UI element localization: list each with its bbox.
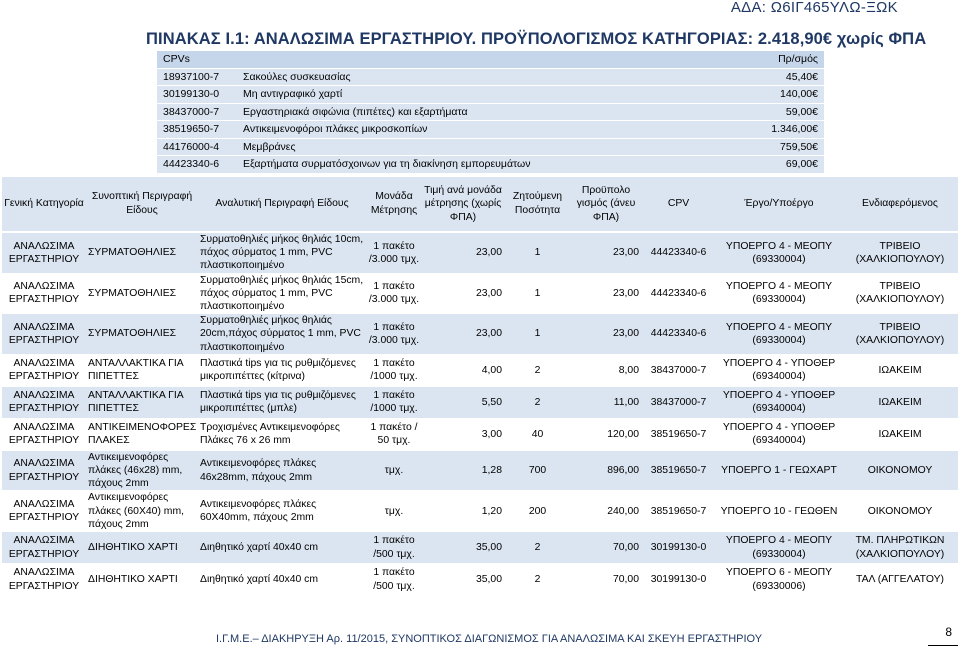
item-budget: 896,00 (571, 450, 641, 491)
summary-row (157, 68, 824, 86)
table-row (2, 418, 958, 450)
summary-amount: 69,00€ (728, 156, 824, 174)
summary-amount: 45,40€ (728, 68, 824, 86)
item-cpv: 38519650-7 (641, 450, 716, 491)
footer-text: Ι.Γ.Μ.Ε.– ΔΙΑΚΗΡΥΞΗ Αρ. 11/2015, ΣΥΝΟΠΤΙΚΟΣ ΔΙΑΓΩΝΙΣΜΟΣ ΓΙΑ ΑΝΑΛΩΣΙΜΑ ΚΑΙ ΣΚΕΥΗ ΕΡΓΑΣΤΗΡΙΟΥ (216, 633, 763, 645)
item-project: ΥΠΟΕΡΓΟ 4 - ΥΠΟΘΕΡ (69340004) (716, 386, 842, 418)
item-cpv: 44423340-6 (641, 232, 716, 273)
summary-amount: 59,00€ (728, 103, 824, 121)
summary-row (157, 156, 824, 174)
item-category: ΑΝΑΛΩΣΙΜΑ ΕΡΓΑΣΤΗΡΙΟΥ (2, 450, 86, 491)
item-project: ΥΠΟΕΡΓΟ 4 - ΜΕΟΠΥ (69330004) (716, 532, 842, 564)
item-description: Πλαστικά tips για τις ρυθμιζόμενες μικροπιπέττες (κίτρινα) (198, 354, 366, 386)
item-interested: ΙΩΑΚΕΙΜ (842, 418, 958, 450)
summary-description: Εργαστηριακά σιφώνια (πιπέτες) και εξαρτήματα (237, 103, 728, 121)
item-description: Αντικειμενοφόρες πλάκες 60X40mm, πάχους 2mm (198, 491, 366, 532)
item-quantity: 1 (504, 232, 571, 273)
item-unit: τμχ. (366, 491, 422, 532)
item-unit-price: 1,28 (422, 450, 504, 491)
item-quantity: 40 (504, 418, 571, 450)
summary-row (157, 138, 824, 156)
item-short-description: ΔΙΗΘΗΤΙΚΟ ΧΑΡΤΙ (86, 564, 198, 596)
summary-amount: 140,00€ (728, 86, 824, 104)
item-project: ΥΠΟΕΡΓΟ 4 - ΜΕΟΠΥ (69330004) (716, 314, 842, 355)
col-header-unit-price: Τιμή ανά μονάδα μέτρησης (χωρίς ΦΠΑ) (422, 177, 504, 232)
summary-description: Μη αντιγραφικό χαρτί (237, 86, 728, 104)
item-unit-price: 23,00 (422, 273, 504, 314)
col-header-cpv: CPV (641, 177, 716, 232)
item-project: ΥΠΟΕΡΓΟ 10 - ΓΕΩΘΕΝ (716, 491, 842, 532)
item-cpv: 38437000-7 (641, 354, 716, 386)
item-unit-price: 23,00 (422, 314, 504, 355)
ada-code: ΑΔΑ: Ω6ΙΓ465ΥΛΩ-ΞΩΚ (730, 0, 898, 16)
item-project: ΥΠΟΕΡΓΟ 4 - ΜΕΟΠΥ (69330004) (716, 232, 842, 273)
item-quantity: 2 (504, 354, 571, 386)
item-unit: 1 πακέτο /3.000 τμχ. (366, 232, 422, 273)
item-cpv: 30199130-0 (641, 564, 716, 596)
summary-row (157, 121, 824, 139)
item-budget: 240,00 (571, 491, 641, 532)
table-row (2, 450, 958, 491)
item-unit-price: 5,50 (422, 386, 504, 418)
item-quantity: 200 (504, 491, 571, 532)
item-unit-price: 3,00 (422, 418, 504, 450)
item-description: Αντικειμενοφόρες πλάκες 46x28mm, πάχους 2mm (198, 450, 366, 491)
summary-header-row (157, 51, 824, 68)
summary-description: Μεμβράνες (237, 138, 728, 156)
item-interested: ΟΙΚΟΝΟΜΟΥ (842, 491, 958, 532)
summary-description: Σακούλες συσκευασίας (237, 68, 728, 86)
item-unit-price: 23,00 (422, 232, 504, 273)
item-budget: 8,00 (571, 354, 641, 386)
item-description: Συρματοθηλιές μήκος θηλιάς 15cm, πάχος σύρματος 1 mm, PVC πλαστικοποιημένο (198, 273, 366, 314)
table-row (2, 314, 958, 355)
page-number: 8 (945, 625, 952, 639)
item-description: Πλαστικά tips για τις ρυθμιζόμενες μικροπιπέττες (μπλε) (198, 386, 366, 418)
table-row (2, 491, 958, 532)
item-budget: 23,00 (571, 232, 641, 273)
item-interested: ΙΩΑΚΕΙΜ (842, 354, 958, 386)
item-unit: τμχ. (366, 450, 422, 491)
col-header-category: Γενική Κατηγορία (2, 177, 86, 232)
item-short-description: ΣΥΡΜΑΤΟΘΗΛΙΕΣ (86, 273, 198, 314)
item-short-description: ΔΙΗΘΗΤΙΚΟ ΧΑΡΤΙ (86, 532, 198, 564)
item-quantity: 2 (504, 386, 571, 418)
item-project: ΥΠΟΕΡΓΟ 1 - ΓΕΩΧΑΡΤ (716, 450, 842, 491)
item-short-description: Αντικειμενοφόρες πλάκες (60X40) mm, πάχους 2mm (86, 491, 198, 532)
table-row (2, 564, 958, 596)
col-header-project: Έργο/Υποέργο (716, 177, 842, 232)
summary-row (157, 103, 824, 121)
item-quantity: 2 (504, 532, 571, 564)
item-budget: 120,00 (571, 418, 641, 450)
summary-header-cpv: CPVs (157, 51, 237, 68)
item-description: Συρματοθηλιές μήκος θηλιάς 20cm,πάχος σύρματος 1 mm, PVC πλαστικοποιημένο (198, 314, 366, 355)
summary-amount: 759,50€ (728, 138, 824, 156)
item-category: ΑΝΑΛΩΣΙΜΑ ΕΡΓΑΣΤΗΡΙΟΥ (2, 491, 86, 532)
item-short-description: ΑΝΤΑΛΛΑΚΤΙΚΑ ΓΙΑ ΠΙΠΕΤΤΕΣ (86, 354, 198, 386)
item-unit: 1 πακέτο /1000 τμχ. (366, 386, 422, 418)
item-unit: 1 πακέτο /1000 τμχ. (366, 354, 422, 386)
item-description: Συρματοθηλιές μήκος θηλιάς 10cm, πάχος σύρματος 1 mm, PVC πλαστικοποιημένο (198, 232, 366, 273)
item-category: ΑΝΑΛΩΣΙΜΑ ΕΡΓΑΣΤΗΡΙΟΥ (2, 386, 86, 418)
item-category: ΑΝΑΛΩΣΙΜΑ ΕΡΓΑΣΤΗΡΙΟΥ (2, 418, 86, 450)
item-interested: ΤΑΛ (ΑΓΓΕΛΑΤΟΥ) (842, 564, 958, 596)
summary-header-amount: Πρ/σμός (728, 51, 824, 68)
item-unit: 1 πακέτο /500 τμχ. (366, 564, 422, 596)
item-interested: ΤΜ. ΠΛΗΡΩΤΙΚΩΝ (ΧΑΛΚΙΟΠΟΥΛΟΥ) (842, 532, 958, 564)
table-header-row (2, 177, 958, 232)
item-unit-price: 35,00 (422, 564, 504, 596)
item-category: ΑΝΑΛΩΣΙΜΑ ΕΡΓΑΣΤΗΡΙΟΥ (2, 354, 86, 386)
item-description: Διηθητικό χαρτί 40x40 cm (198, 532, 366, 564)
cpv-summary-table (157, 51, 824, 174)
item-cpv: 38519650-7 (641, 491, 716, 532)
item-quantity: 1 (504, 273, 571, 314)
item-description: Τροχισμένες Αντικειμενοφόρες Πλάκες 76 x 26 mm (198, 418, 366, 450)
summary-code: 18937100-7 (157, 68, 237, 86)
table-row (2, 386, 958, 418)
page-number-rule (928, 645, 958, 646)
item-project: ΥΠΟΕΡΓΟ 6 - ΜΕΟΠΥ (69330006) (716, 564, 842, 596)
table-row (2, 273, 958, 314)
item-unit: 1 πακέτο / 50 τμχ. (366, 418, 422, 450)
item-unit-price: 35,00 (422, 532, 504, 564)
item-category: ΑΝΑΛΩΣΙΜΑ ΕΡΓΑΣΤΗΡΙΟΥ (2, 232, 86, 273)
item-short-description: ΣΥΡΜΑΤΟΘΗΛΙΕΣ (86, 232, 198, 273)
item-budget: 23,00 (571, 273, 641, 314)
item-cpv: 38437000-7 (641, 386, 716, 418)
table-row (2, 232, 958, 273)
summary-code: 38437000-7 (157, 103, 237, 121)
item-category: ΑΝΑΛΩΣΙΜΑ ΕΡΓΑΣΤΗΡΙΟΥ (2, 273, 86, 314)
summary-description: Αντικειμενοφόροι πλάκες μικροσκοπίων (237, 121, 728, 139)
item-unit: 1 πακέτο /3.000 τμχ. (366, 273, 422, 314)
item-cpv: 44423340-6 (641, 314, 716, 355)
item-interested: ΤΡΙΒΕΙΟ (ΧΑΛΚΙΟΠΟΥΛΟΥ) (842, 314, 958, 355)
item-project: ΥΠΟΕΡΓΟ 4 - ΥΠΟΘΕΡ (69340004) (716, 418, 842, 450)
items-table (2, 177, 958, 596)
item-budget: 70,00 (571, 532, 641, 564)
item-category: ΑΝΑΛΩΣΙΜΑ ΕΡΓΑΣΤΗΡΙΟΥ (2, 314, 86, 355)
item-budget: 70,00 (571, 564, 641, 596)
summary-code: 30199130-0 (157, 86, 237, 104)
item-unit-price: 1,20 (422, 491, 504, 532)
table-row (2, 532, 958, 564)
page-title: ΠΙΝΑΚΑΣ Ι.1: ΑΝΑΛΩΣΙΜΑ ΕΡΓΑΣΤΗΡΙΟΥ. ΠΡΟΫΠΟΛΟΓΙΣΜΟΣ ΚΑΤΗΓΟΡΙΑΣ: 2.418,90€ χωρίς ΦΠΑ (146, 30, 927, 48)
item-quantity: 700 (504, 450, 571, 491)
table-row (2, 354, 958, 386)
item-cpv: 30199130-0 (641, 532, 716, 564)
summary-code: 44176000-4 (157, 138, 237, 156)
col-header-unit: Μονάδα Μέτρησης (366, 177, 422, 232)
col-header-quantity: Ζητούμενη Ποσότητα (504, 177, 571, 232)
item-interested: ΤΡΙΒΕΙΟ (ΧΑΛΚΙΟΠΟΥΛΟΥ) (842, 273, 958, 314)
item-description: Διηθητικό χαρτί 40x40 cm (198, 564, 366, 596)
item-unit-price: 4,00 (422, 354, 504, 386)
item-interested: ΤΡΙΒΕΙΟ (ΧΑΛΚΙΟΠΟΥΛΟΥ) (842, 232, 958, 273)
item-budget: 11,00 (571, 386, 641, 418)
item-short-description: ΑΝΤΙΚΕΙΜΕΝΟΦΟΡΕΣ ΠΛΑΚΕΣ (86, 418, 198, 450)
item-quantity: 2 (504, 564, 571, 596)
col-header-description: Αναλυτική Περιγραφή Είδους (198, 177, 366, 232)
col-header-budget: Προϋπολο γισμός (άνευ ΦΠΑ) (571, 177, 641, 232)
item-unit: 1 πακέτο /3.000 τμχ. (366, 314, 422, 355)
item-short-description: ΣΥΡΜΑΤΟΘΗΛΙΕΣ (86, 314, 198, 355)
item-short-description: Αντικειμενοφόρες πλάκες (46x28) mm, πάχους 2mm (86, 450, 198, 491)
item-unit: 1 πακέτο /500 τμχ. (366, 532, 422, 564)
item-interested: ΙΩΑΚΕΙΜ (842, 386, 958, 418)
summary-code: 38519650-7 (157, 121, 237, 139)
item-quantity: 1 (504, 314, 571, 355)
summary-description: Εξαρτήματα συρματόσχοινων για τη διακίνηση εμπορευμάτων (237, 156, 728, 174)
col-header-short-description: Συνοπτική Περιγραφή Είδους (86, 177, 198, 232)
item-project: ΥΠΟΕΡΓΟ 4 - ΥΠΟΘΕΡ (69340004) (716, 354, 842, 386)
item-budget: 23,00 (571, 314, 641, 355)
item-cpv: 44423340-6 (641, 273, 716, 314)
item-interested: ΟΙΚΟΝΟΜΟΥ (842, 450, 958, 491)
item-category: ΑΝΑΛΩΣΙΜΑ ΕΡΓΑΣΤΗΡΙΟΥ (2, 564, 86, 596)
item-project: ΥΠΟΕΡΓΟ 4 - ΜΕΟΠΥ (69330004) (716, 273, 842, 314)
summary-amount: 1.346,00€ (728, 121, 824, 139)
summary-code: 44423340-6 (157, 156, 237, 174)
item-short-description: ΑΝΤΑΛΛΑΚΤΙΚΑ ΓΙΑ ΠΙΠΕΤΤΕΣ (86, 386, 198, 418)
col-header-interested: Ενδιαφερόμενος (842, 177, 958, 232)
item-cpv: 38519650-7 (641, 418, 716, 450)
item-category: ΑΝΑΛΩΣΙΜΑ ΕΡΓΑΣΤΗΡΙΟΥ (2, 532, 86, 564)
summary-row (157, 86, 824, 104)
